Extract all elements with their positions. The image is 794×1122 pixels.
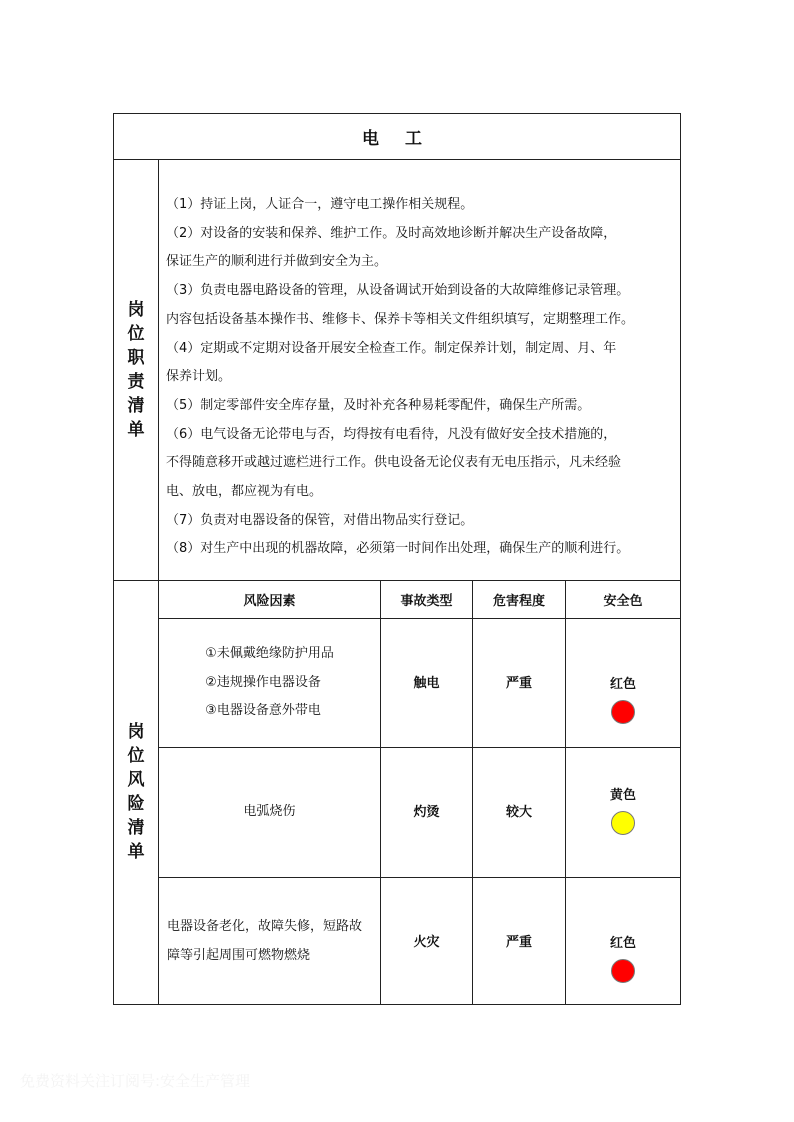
watermark: 免费资料关注订阅号:安全生产管理	[20, 1072, 251, 1090]
severity-level: 严重	[505, 934, 532, 950]
table-row-risk-factor	[159, 748, 380, 877]
accident-type: 灼烫	[413, 804, 440, 820]
duty-line: （1）持证上岗，人证合一，遵守电工操作相关规程。	[166, 197, 474, 212]
risk-factor-item: ①未佩戴绝缘防护用品	[205, 646, 334, 662]
safety-color	[566, 932, 680, 983]
risk-factor-item: ②违规操作电器设备	[205, 674, 321, 690]
page-title: 电 工	[362, 129, 432, 149]
duty-line: （8）对生产中出现的机器故障，必须第一时间作出处理，确保生产的顺利进行。	[166, 541, 630, 557]
duty-line: （7）负责对电器设备的保管，对借出物品实行登记。	[166, 512, 474, 528]
duties-section-label: 岗 位 职 责 清 单	[127, 299, 145, 440]
duty-line: 保证生产的顺利进行并做到安全为主。	[166, 254, 388, 270]
severity-level: 严重	[505, 675, 532, 691]
safety-color-label: 红色	[609, 677, 636, 692]
risk-factor-item: ③电器设备意外带电	[205, 703, 321, 719]
duty-line: （2）对设备的安装和保养、维护工作。及时高效地诊断并解决生产设备故障，	[166, 225, 617, 241]
safety-color-label: 红色	[609, 936, 636, 951]
duty-line: （5）制定零部件安全库存量，及时补充各种易耗零配件，确保生产所需。	[166, 397, 591, 413]
duty-line: （6）电气设备无论带电与否，均得按有电看待，凡没有做好安全技术措施的，	[166, 426, 617, 442]
safety-color	[566, 784, 680, 835]
accident-type: 触电	[413, 675, 440, 691]
red-dot-icon	[611, 959, 635, 983]
table-row-risk-factor	[159, 619, 380, 747]
duty-line: （4）定期或不定期对设备开展安全检查工作。制定保养计划，制定周、月、年	[166, 340, 617, 356]
duty-line: 内容包括设备基本操作书、维修卡、保养卡等相关文件组织填写，定期整理工作。	[166, 311, 635, 327]
yellow-dot-icon	[611, 811, 635, 835]
duties-list	[166, 191, 678, 564]
duty-line: （3）负责电器电路设备的管理，从设备调试开始到设备的大故障维修记录管理。	[166, 283, 630, 299]
header-safety-color: 安全色	[603, 593, 643, 609]
duty-line: 保养计划。	[166, 369, 232, 385]
risk-factor-item: 电器设备老化，故障失修，短路故障等引起周围可燃物燃烧	[167, 919, 363, 963]
safety-color-label: 黄色	[609, 788, 636, 803]
risk-section-label: 岗 位 风 险 清 单	[127, 722, 145, 862]
severity-level: 较大	[505, 804, 532, 820]
divider	[114, 159, 680, 160]
header-severity: 危害程度	[492, 593, 545, 609]
duty-line: 电、放电，都应视为有电。	[166, 484, 323, 500]
accident-type: 火灾	[413, 934, 440, 950]
header-risk-factor: 风险因素	[243, 593, 296, 609]
post-table	[113, 113, 681, 1005]
safety-color	[566, 673, 680, 724]
risk-factor-item: 电弧烧伤	[243, 804, 296, 820]
duty-line: 不得随意移开或越过遮栏进行工作。供电设备无论仪表有无电压指示，凡未经验	[166, 455, 622, 471]
header-accident-type: 事故类型	[400, 593, 453, 609]
red-dot-icon	[611, 700, 635, 724]
table-row-risk-factor	[159, 878, 380, 1004]
